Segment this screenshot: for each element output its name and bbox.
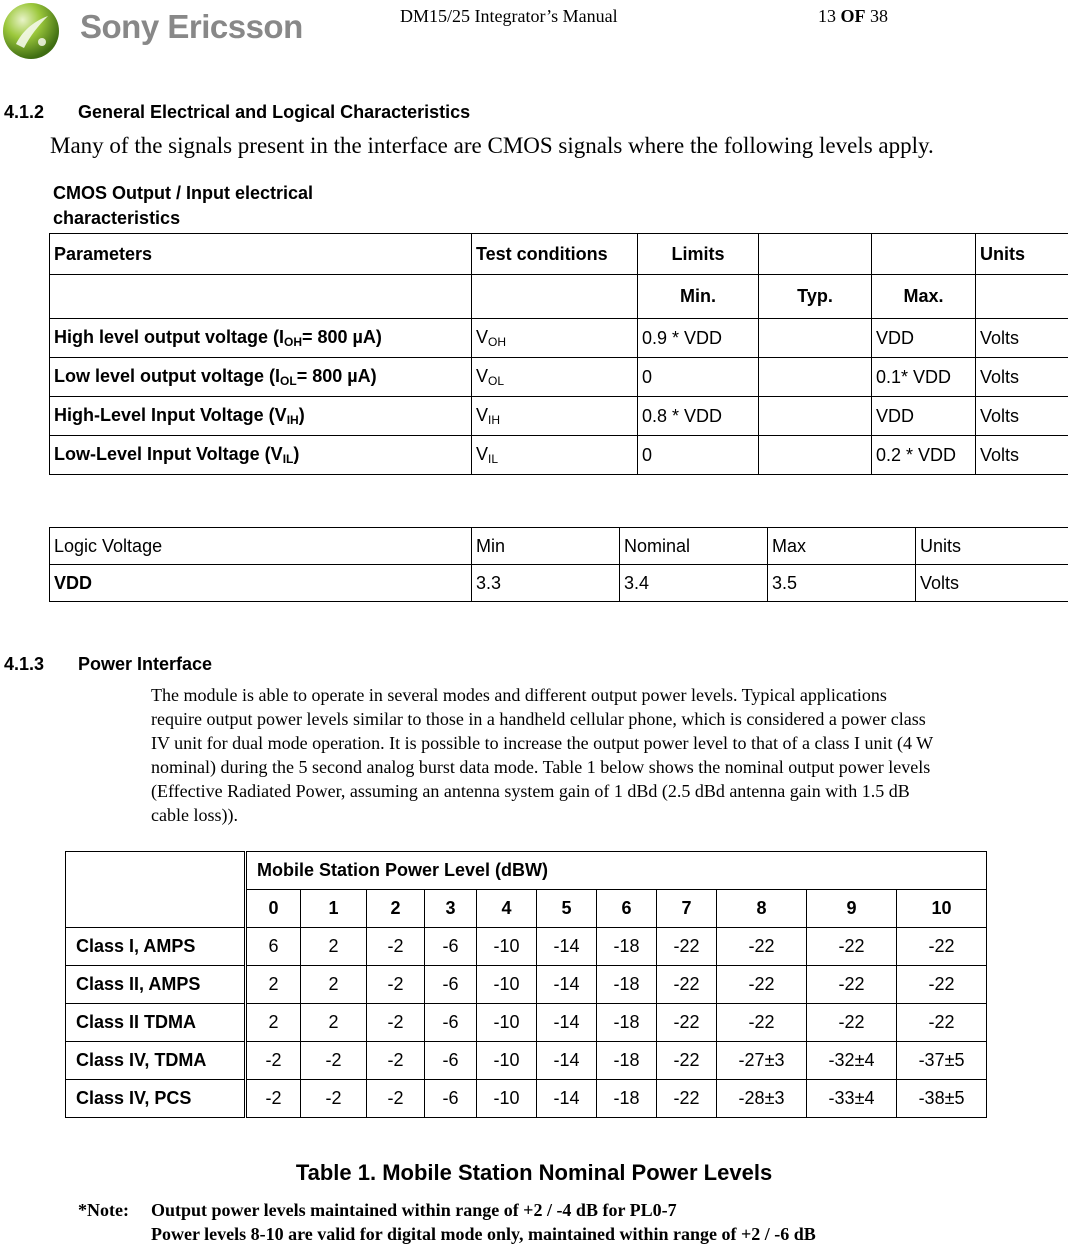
note-line: Output power levels maintained within range of +2 / -4 dB for PL0-7: [151, 1200, 677, 1220]
paragraph-line: (Effective Radiated Power, assuming an antenna system gain of 1 dBd (2.5 dBd antenna gain with 1.5 dB: [151, 781, 910, 801]
table-cell: 2: [301, 928, 367, 966]
table-cell: -2: [367, 966, 425, 1004]
level-header: 3: [425, 890, 477, 928]
table-cell: 3.5: [768, 565, 916, 602]
units-cell: Volts: [976, 319, 1068, 358]
table-cell: -10: [477, 1080, 537, 1118]
note-label: *Note:: [78, 1200, 129, 1220]
table-caption-line: CMOS Output / Input electrical: [53, 183, 314, 203]
table-cell: -14: [537, 1042, 597, 1080]
table-cell: -18: [597, 1042, 657, 1080]
table-cell: -2: [367, 1042, 425, 1080]
table-cell: 3.4: [620, 565, 768, 602]
paragraph-line: nominal) during the 5 second analog burst data mode. Table 1 below shows the nominal output power levels: [151, 757, 931, 777]
page-of-label: OF: [840, 6, 866, 26]
column-header: Nominal: [620, 528, 768, 565]
table-cell: -22: [657, 1080, 717, 1118]
table-cell: VDD: [50, 565, 472, 602]
table-cell: -6: [425, 1080, 477, 1118]
column-header: Logic Voltage: [50, 528, 472, 565]
cmos-characteristics-table: [49, 233, 1068, 475]
table-row: [66, 966, 987, 1004]
column-subheader: [472, 275, 638, 319]
test-condition-cell: $V_{IL}$: [472, 436, 638, 475]
paragraph-line: require output power levels similar to those in a handheld cellular phone, which is considered a power class: [151, 709, 926, 729]
table-cell: -27±3: [717, 1042, 807, 1080]
table-cell: 6: [246, 928, 301, 966]
table-cell: -2: [246, 1080, 301, 1118]
table-row: [50, 565, 1068, 602]
column-subheader: [976, 275, 1068, 319]
level-header: 4: [477, 890, 537, 928]
table-row: [50, 397, 1068, 436]
column-subheader: Min.: [638, 275, 759, 319]
table-cell: -33±4: [807, 1080, 897, 1118]
table-row: [50, 319, 1068, 358]
column-header: Limits: [638, 234, 759, 275]
table-cell: -14: [537, 928, 597, 966]
min-cell: 0.8 * VDD: [638, 397, 759, 436]
table-cell: -18: [597, 928, 657, 966]
level-header: 10: [897, 890, 987, 928]
table-caption: [53, 181, 313, 231]
section-title: Power Interface: [78, 654, 213, 674]
parameter-cell: Low level output voltage ($I_{OL}= 800$ µA): [50, 358, 472, 397]
level-header: 5: [537, 890, 597, 928]
table-cell: -22: [897, 1004, 987, 1042]
table-cell: -10: [477, 1042, 537, 1080]
max-cell: VDD: [872, 397, 976, 436]
table-row: [66, 1080, 987, 1118]
table-cell: -37±5: [897, 1042, 987, 1080]
row-label: Class II, AMPS: [66, 966, 246, 1004]
table-cell: -28±3: [717, 1080, 807, 1118]
table-cell: 2: [246, 1004, 301, 1042]
table-cell: -2: [301, 1042, 367, 1080]
document-title: DM15/25 Integrator’s Manual: [400, 6, 618, 26]
table-cell: -18: [597, 966, 657, 1004]
paragraph-line: The module is able to operate in several modes and different output power levels. Typical applications: [151, 685, 887, 705]
section-title: General Electrical and Logical Characteristics: [78, 102, 471, 122]
max-cell: 0.1* VDD: [872, 358, 976, 397]
test-condition-cell: $V_{OH}$: [472, 319, 638, 358]
column-header: Test conditions: [472, 234, 638, 275]
table-cell: -6: [425, 966, 477, 1004]
page-total: 38: [870, 6, 888, 26]
table-row: [50, 436, 1068, 475]
max-cell: 0.2 * VDD: [872, 436, 976, 475]
row-label: Class IV, PCS: [66, 1080, 246, 1118]
paragraph-line: cable loss)).: [151, 805, 238, 825]
column-subheader: [50, 275, 472, 319]
min-cell: 0: [638, 358, 759, 397]
group-header: Mobile Station Power Level (dBW): [246, 852, 987, 890]
table-row: [66, 1004, 987, 1042]
table-cell: -10: [477, 928, 537, 966]
column-header: Parameters: [50, 234, 472, 275]
test-condition-cell: $V_{IH}$: [472, 397, 638, 436]
table-caption-line: characteristics: [53, 208, 181, 228]
power-level-table: [65, 851, 987, 1118]
table-cell: -6: [425, 1004, 477, 1042]
table-cell: -14: [537, 1080, 597, 1118]
table-cell: -6: [425, 1042, 477, 1080]
section-number: 4.1.3: [4, 654, 45, 674]
level-header: 2: [367, 890, 425, 928]
table-cell: 3.3: [472, 565, 620, 602]
section-intro: Many of the signals present in the interface are CMOS signals where the following levels apply.: [50, 133, 934, 158]
table-cell: -22: [897, 966, 987, 1004]
power-interface-paragraph: [151, 683, 1068, 827]
min-cell: 0.9 * VDD: [638, 319, 759, 358]
typ-cell: [759, 319, 872, 358]
level-header: 6: [597, 890, 657, 928]
paragraph-line: IV unit for dual mode operation. It is possible to increase the output power level to that of a class I unit (4 W: [151, 733, 934, 753]
table-header-row: [50, 234, 1068, 275]
table-cell: 2: [246, 966, 301, 1004]
parameter-cell: High level output voltage ($I_{OH}= 800$ µA): [50, 319, 472, 358]
table-cell: -22: [717, 966, 807, 1004]
column-header: Min: [472, 528, 620, 565]
logic-voltage-table: [49, 527, 1068, 602]
table-cell: -6: [425, 928, 477, 966]
table-row: [66, 1042, 987, 1080]
table-subheader-row: [50, 275, 1068, 319]
table-cell: -22: [717, 928, 807, 966]
table-cell: -22: [657, 1042, 717, 1080]
max-cell: VDD: [872, 319, 976, 358]
table-cell: -10: [477, 1004, 537, 1042]
table-cell: -22: [657, 1004, 717, 1042]
column-subheader: Typ.: [759, 275, 872, 319]
table-cell: 2: [301, 1004, 367, 1042]
column-header: Units: [976, 234, 1068, 275]
column-subheader: Max.: [872, 275, 976, 319]
table-cell: -2: [367, 1004, 425, 1042]
brand-logo-text: Sony Ericsson: [80, 8, 303, 45]
row-label: Class IV, TDMA: [66, 1042, 246, 1080]
units-cell: Volts: [976, 436, 1068, 475]
typ-cell: [759, 397, 872, 436]
table-row: [50, 358, 1068, 397]
table-cell: -14: [537, 966, 597, 1004]
table-cell: -18: [597, 1004, 657, 1042]
table-cell: -38±5: [897, 1080, 987, 1118]
table-cell: -18: [597, 1080, 657, 1118]
table-cell: -22: [657, 966, 717, 1004]
parameter-cell: High-Level Input Voltage $(V_{IH})$: [50, 397, 472, 436]
table-cell: -2: [367, 1080, 425, 1118]
test-condition-cell: $V_{OL}$: [472, 358, 638, 397]
parameter-cell: Low-Level Input Voltage $(V_{IL})$: [50, 436, 472, 475]
table-cell: Volts: [916, 565, 1068, 602]
level-header: 1: [301, 890, 367, 928]
level-header: 7: [657, 890, 717, 928]
section-number: 4.1.2: [4, 102, 45, 122]
table-cell: -2: [367, 928, 425, 966]
table-cell: -2: [246, 1042, 301, 1080]
row-label: Class II TDMA: [66, 1004, 246, 1042]
row-label: Class I, AMPS: [66, 928, 246, 966]
level-header: 9: [807, 890, 897, 928]
table-cell: -2: [301, 1080, 367, 1118]
level-header: 8: [717, 890, 807, 928]
column-header: Units: [916, 528, 1068, 565]
table-cell: -22: [657, 928, 717, 966]
table-cell: -22: [897, 928, 987, 966]
min-cell: 0: [638, 436, 759, 475]
note-line: Power levels 8-10 are valid for digital mode only, maintained within range of +2 / -6 dB: [151, 1224, 816, 1244]
table-header-row: [66, 852, 987, 890]
table-cell: -22: [717, 1004, 807, 1042]
column-header: [759, 234, 872, 275]
page-number: [818, 6, 888, 27]
units-cell: Volts: [976, 358, 1068, 397]
table-cell: -14: [537, 1004, 597, 1042]
sony-ericsson-logo-icon: [2, 2, 60, 60]
table-1-caption: Table 1. Mobile Station Nominal Power Levels: [295, 1160, 773, 1185]
table-cell: -32±4: [807, 1042, 897, 1080]
table-row: [66, 928, 987, 966]
table-cell: -22: [807, 928, 897, 966]
level-header: 0: [246, 890, 301, 928]
empty-header-cell: [66, 852, 246, 928]
table-cell: 2: [301, 966, 367, 1004]
table-cell: -22: [807, 1004, 897, 1042]
table-cell: -10: [477, 966, 537, 1004]
typ-cell: [759, 358, 872, 397]
column-header: [872, 234, 976, 275]
column-header: Max: [768, 528, 916, 565]
typ-cell: [759, 436, 872, 475]
table-header-row: [50, 528, 1068, 565]
table-cell: -22: [807, 966, 897, 1004]
page-current: 13: [818, 6, 836, 26]
units-cell: Volts: [976, 397, 1068, 436]
